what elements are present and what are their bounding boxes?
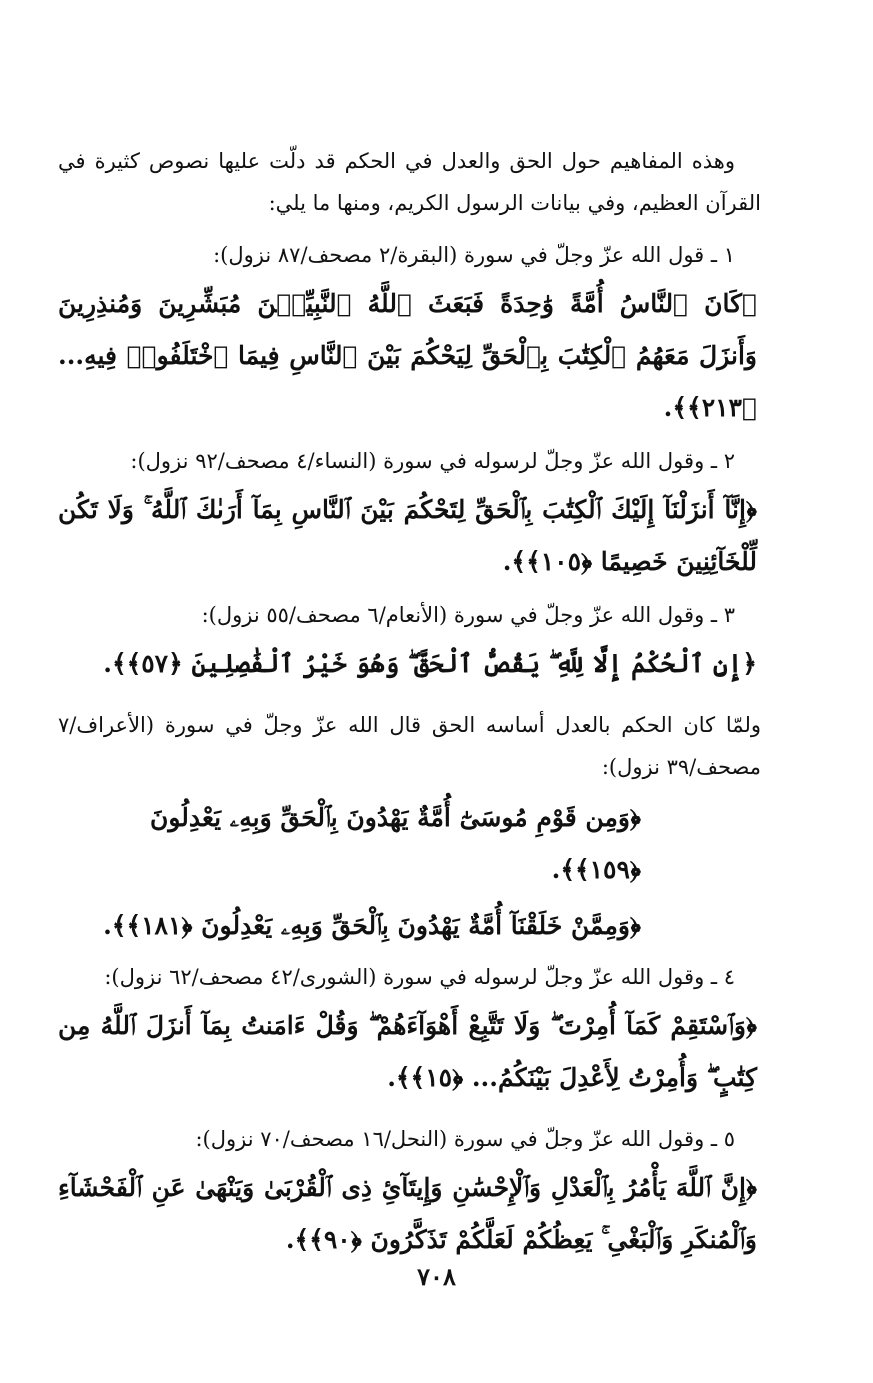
spacer — [58, 696, 761, 704]
item-3-reference: ٣ ـ وقول الله عزّ وجلّ في سورة (الأنعام/٦ مصحف/٥٥ نزول): — [201, 603, 735, 627]
middle-verse-1: ﴿وَمِن قَوْمِ مُوسَىٰٓ أُمَّةٌ يَهْدُونَ بِٱلْحَقِّ وَبِهِۦ يَعْدِلُونَ ﴿١٥٩﴾﴾. — [150, 803, 641, 884]
item-1-verse: ﴿كَانَ ٱلنَّاسُ أُمَّةً وَٰحِدَةً فَبَعَثَ ٱللَّهُ ٱلنَّبِيِّـۧنَ مُبَشِّرِينَ وَمُنذِرِينَ وَأَنزَلَ مَعَهُمُ ٱلْكِتَٰبَ بِٱلْحَقِّ لِيَحْكُمَ بَيْنَ ٱلنَّاسِ فِيمَا ٱخْتَلَفُوا۟ فِيهِ... ﴿٢١٣﴾﴾. — [58, 289, 757, 422]
page-number: ٧٠٨ — [417, 1262, 456, 1291]
spacer — [58, 1110, 761, 1118]
item-1-reference: ١ ـ قول الله عزّ وجلّ في سورة (البقرة/٢ مصحف/٨٧ نزول): — [213, 243, 735, 267]
item-2-verse: ﴿إِنَّآ أَنزَلْنَآ إِلَيْكَ ٱلْكِتَٰبَ بِٱلْحَقِّ لِتَحْكُمَ بَيْنَ ٱلنَّاسِ بِمَآ أَرَىٰكَ ٱللَّهُ ۚ وَلَا تَكُن لِّلْخَآئِنِينَ خَصِيمًا ﴿١٠٥﴾﴾. — [58, 495, 757, 576]
item-4-reference: ٤ ـ وقول الله عزّ وجلّ لرسوله في سورة (الشورى/٤٢ مصحف/٦٢ نزول): — [104, 965, 735, 989]
middle-verse-2: ﴿وَمِمَّنْ خَلَقْنَآ أُمَّةٌ يَهْدُونَ بِٱلْحَقِّ وَبِهِۦ يَعْدِلُونَ ﴿١٨١﴾﴾. — [103, 911, 641, 940]
item-3-verse: ﴿إِنِ ٱلْحُكْمُ إِلَّا لِلَّهِ ۖ يَقُصُّ ٱلْحَقَّ ۖ وَهُوَ خَيْرُ ٱلْفَٰصِلِينَ ﴿٥٧﴾﴾. — [103, 649, 757, 678]
middle-paragraph: ولمّا كان الحكم بالعدل أساسه الحق قال الله عزّ وجلّ في سورة (الأعراف/٧ مصحف/٣٩ نزول): — [58, 713, 761, 779]
item-5-reference: ٥ ـ وقول الله عزّ وجلّ في سورة (النحل/١٦ مصحف/٧٠ نزول): — [195, 1127, 735, 1151]
item-4-verse: ﴿وَٱسْتَقِمْ كَمَآ أُمِرْتَ ۖ وَلَا تَتَّبِعْ أَهْوَآءَهُمْ ۖ وَقُلْ ءَامَنتُ بِمَآ أَنزَلَ ٱللَّهُ مِن كِتَٰبٍ ۖ وَأُمِرْتُ لِأَعْدِلَ بَيْنَكُمُ... ﴿١٥﴾﴾. — [58, 1011, 757, 1092]
intro-paragraph: وهذه المفاهيم حول الحق والعدل في الحكم قد دلّت عليها نصوص كثيرة في القرآن العظيم، وفي بيانات الرسول الكريم، ومنها ما يلي: — [58, 149, 761, 215]
item-5-verse: ﴿إِنَّ ٱللَّهَ يَأْمُرُ بِٱلْعَدْلِ وَٱلْإِحْسَٰنِ وَإِيتَآئِ ذِى ٱلْقُرْبَىٰ وَيَنْهَىٰ عَنِ ٱلْفَحْشَآءِ وَٱلْمُنكَرِ وَٱلْبَغْىِ ۚ يَعِظُكُمْ لَعَلَّكُمْ تَذَكَّرُونَ ﴿٩٠﴾﴾. — [58, 1173, 757, 1254]
item-2-reference: ٢ ـ وقول الله عزّ وجلّ لرسوله في سورة (النساء/٤ مصحف/٩٢ نزول): — [130, 449, 735, 473]
